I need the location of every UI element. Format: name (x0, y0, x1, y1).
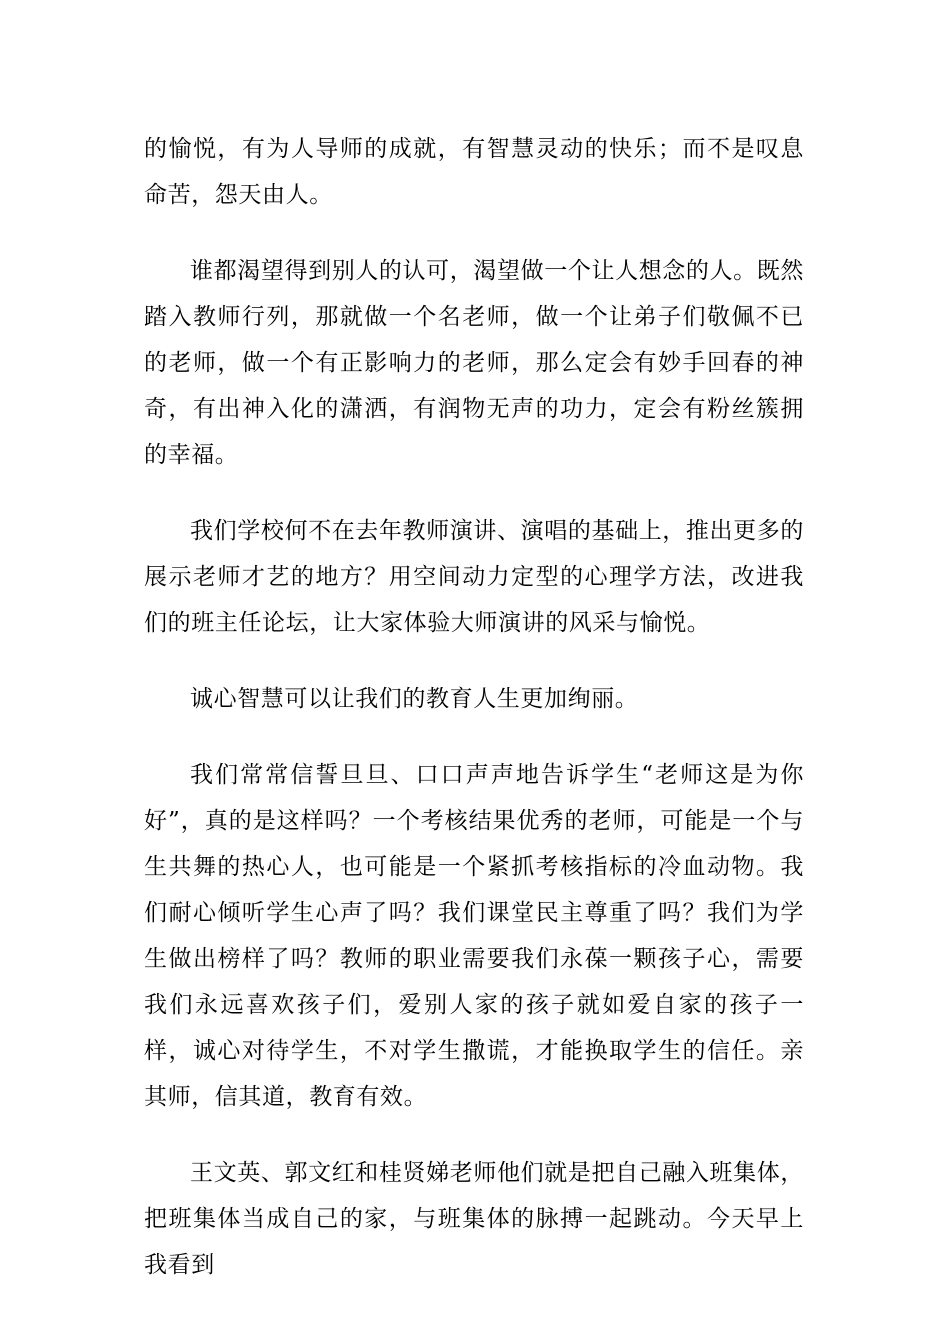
paragraph-3: 我们学校何不在去年教师演讲、演唱的基础上，推出更多的展示老师才艺的地方？用空间动力定型的心理学方法，改进我们的班主任论坛，让大家体验大师演讲的风采与愉悦。 (144, 518, 804, 636)
paragraph-2: 谁都渴望得到别人的认可，渴望做一个让人想念的人。既然踏入教师行列，那就做一个名老师，做一个让弟子们敬佩不已的老师，做一个有正影响力的老师，那么定会有妙手回春的神奇，有出神入化的潇洒，有润物无声的功力，定会有粉丝簇拥的幸福。 (144, 258, 804, 468)
paragraph-4: 诚心智慧可以让我们的教育人生更加绚丽。 (190, 686, 639, 712)
paragraph-6: 王文英、郭文红和桂贤娣老师他们就是把自己融入班集体，把班集体当成自己的家，与班集体的脉搏一起跳动。今天早上我看到 (144, 1160, 804, 1278)
paragraph-5: 我们常常信誓旦旦、口口声声地告诉学生“老师这是为你好”，真的是这样吗？一个考核结果优秀的老师，可能是一个与生共舞的热心人，也可能是一个紧抓考核指标的冷血动物。我们耐心倾听学生心声了吗？我们课堂民主尊重了吗？我们为学生做出榜样了吗？教师的职业需要我们永葆一颗孩子心，需要我们永远喜欢孩子们，爱别人家的孩子就如爱自家的孩子一样，诚心对待学生，不对学生撒谎，才能换取学生的信任。亲其师，信其道，教育有效。 (144, 762, 804, 1110)
document-body (144, 126, 804, 1288)
paragraph-1: 的愉悦，有为人导师的成就，有智慧灵动的快乐；而不是叹息命苦，怨天由人。 (144, 136, 804, 208)
